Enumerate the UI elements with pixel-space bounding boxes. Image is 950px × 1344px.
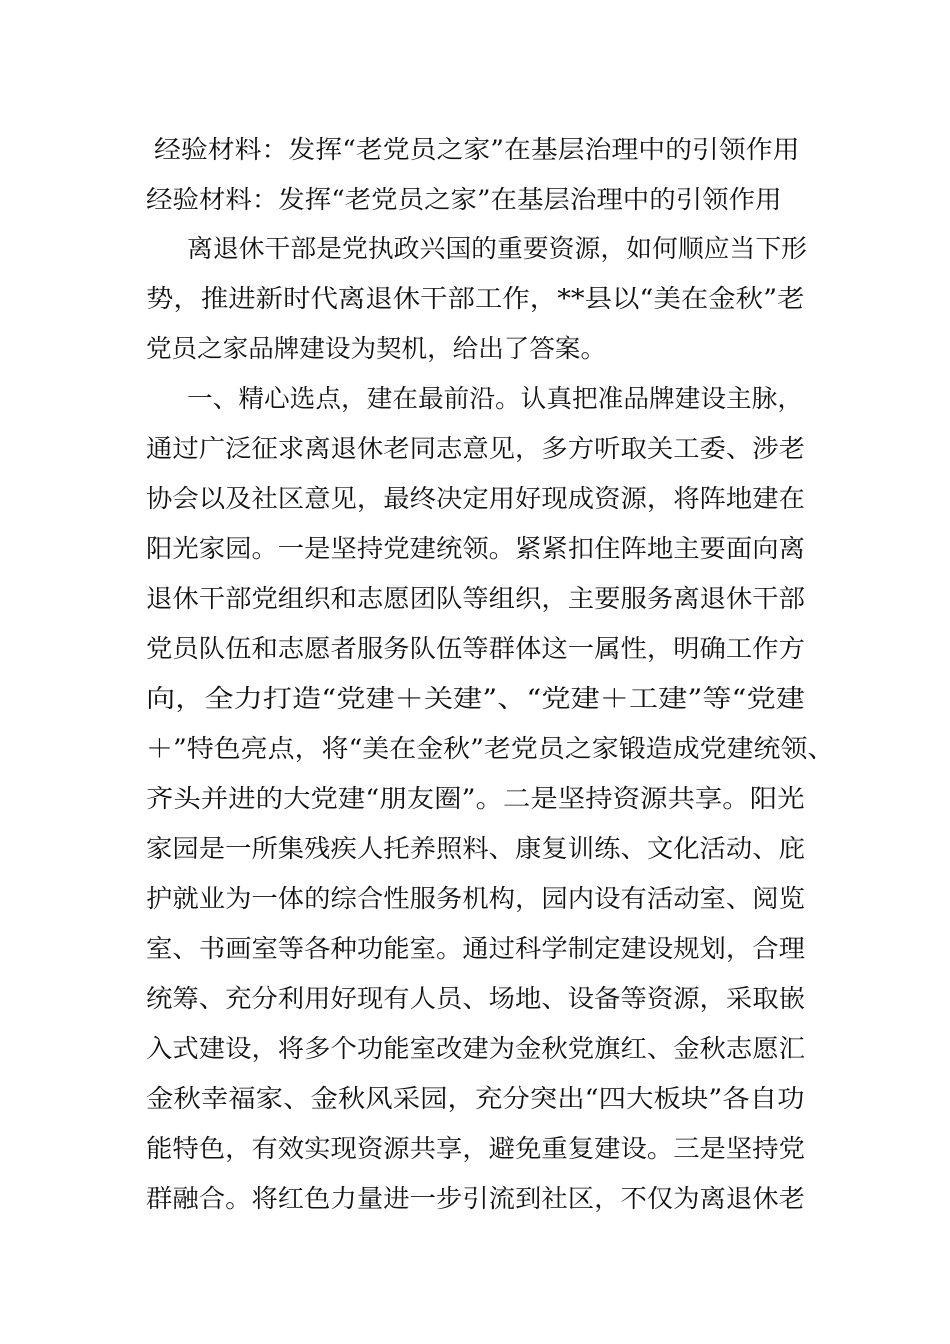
body-line-20: 群融合。将红色力量进一步引流到社区，不仅为离退休老 bbox=[146, 1184, 806, 1213]
document-title-line-2: 经验材料：发挥“老党员之家”在基层治理中的引领作用 bbox=[146, 185, 782, 214]
body-line-12: 齐头并进的大党建“朋友圈”。二是坚持资源共享。阳光 bbox=[146, 784, 805, 813]
body-line-9: 党员队伍和志愿者服务队伍等群体这一属性，明确工作方 bbox=[146, 634, 806, 663]
body-line-11: ＋”特色亮点，将“美在金秋”老党员之家锻造成党建统领、 bbox=[146, 734, 835, 763]
body-line-8: 退休干部党组织和志愿团队等组织，主要服务离退休干部 bbox=[146, 584, 806, 613]
body-line-17: 入式建设，将多个功能室改建为金秋党旗红、金秋志愿汇 bbox=[146, 1034, 806, 1063]
body-line-2: 势，推进新时代离退休干部工作，**县以“美在金秋”老 bbox=[146, 284, 805, 313]
body-line-18: 金秋幸福家、金秋风采园，充分突出“四大板块”各自功 bbox=[146, 1084, 805, 1113]
body-line-16: 统筹、充分利用好现有人员、场地、设备等资源，采取嵌 bbox=[146, 984, 806, 1013]
body-line-3: 党员之家品牌建设为契机，给出了答案。 bbox=[146, 334, 607, 363]
document-title-line-1: 经验材料：发挥“老党员之家”在基层治理中的引领作用 bbox=[154, 135, 800, 164]
body-line-1: 离退休干部是党执政兴国的重要资源，如何顺应当下形 bbox=[187, 234, 808, 263]
body-line-14: 护就业为一体的综合性服务机构，园内设有活动室、阅览 bbox=[146, 884, 806, 913]
body-line-5: 通过广泛征求离退休老同志意见，多方听取关工委、涉老 bbox=[146, 434, 806, 463]
body-line-4: 一、精心选点，建在最前沿。认真把准品牌建设主脉， bbox=[187, 384, 804, 413]
body-line-6: 协会以及社区意见，最终决定用好现成资源，将阵地建在 bbox=[146, 484, 806, 513]
body-line-19: 能特色，有效实现资源共享，避免重复建设。三是坚持党 bbox=[146, 1134, 806, 1163]
body-line-13: 家园是一所集残疾人托养照料、康复训练、文化活动、庇 bbox=[146, 834, 806, 863]
body-line-15: 室、书画室等各种功能室。通过科学制定建设规划，合理 bbox=[146, 934, 806, 963]
body-line-7: 阳光家园。一是坚持党建统领。紧紧扣住阵地主要面向离 bbox=[146, 534, 806, 563]
body-line-10: 向，全力打造“党建＋关建”、“党建＋工建”等“党建 bbox=[146, 684, 805, 713]
